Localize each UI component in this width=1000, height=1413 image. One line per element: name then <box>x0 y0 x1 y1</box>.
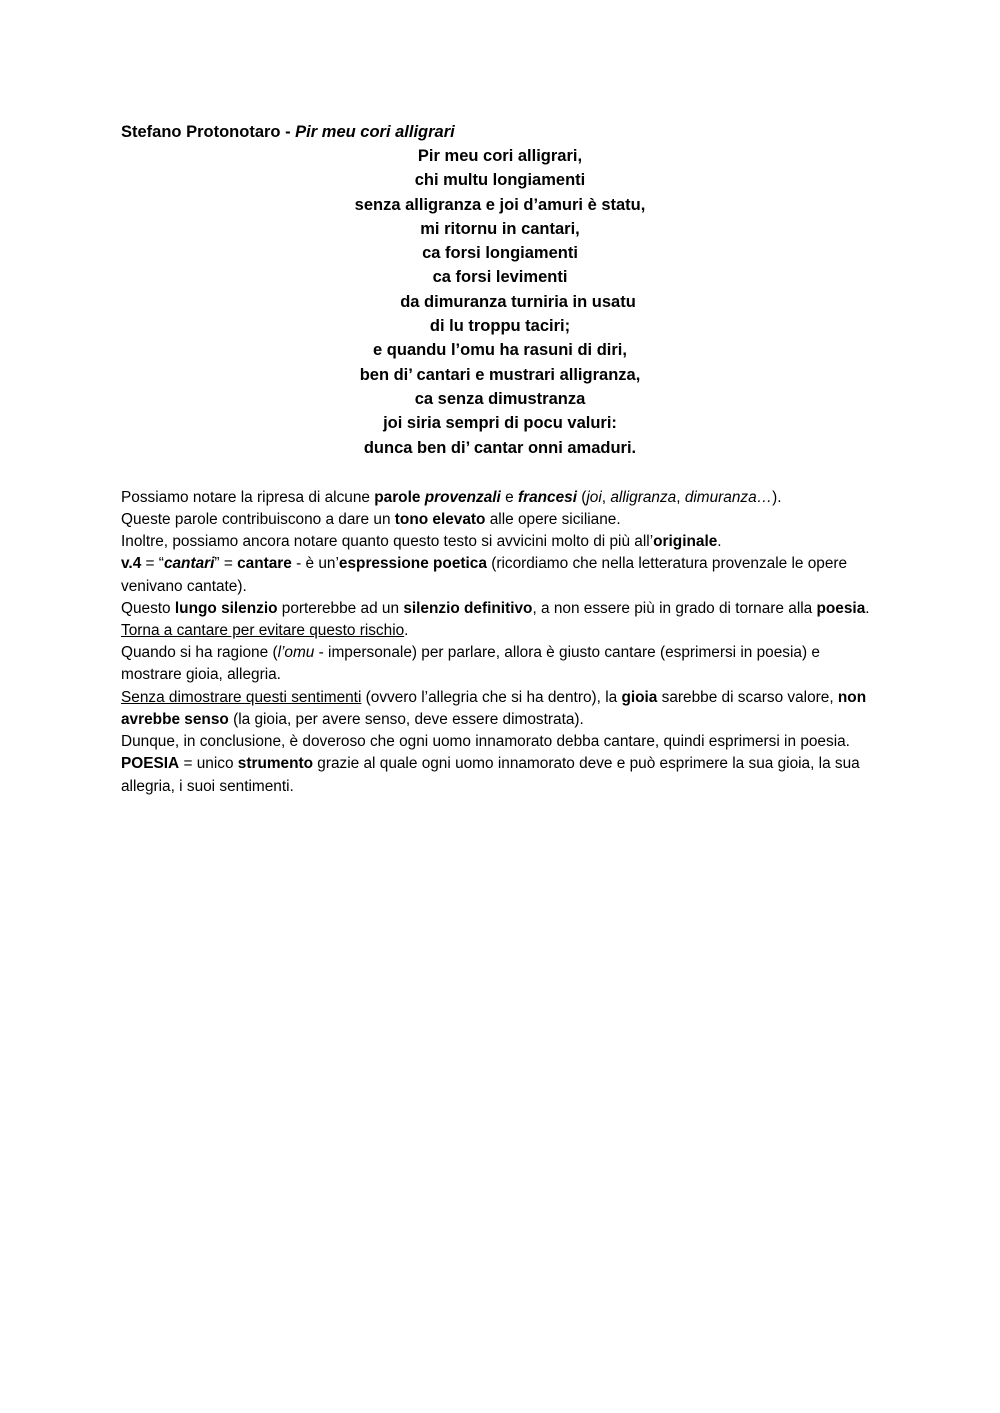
text: (ricordiamo che nella letteratura provenzale le opere venivano cantate). <box>121 555 848 595</box>
poem <box>121 144 881 460</box>
poem-verse: e quandu l’omu ha rasuni di diri, <box>373 341 627 360</box>
poem-verse: ca forsi longiamenti <box>422 244 578 263</box>
document-title <box>121 120 881 144</box>
text: . <box>717 533 722 551</box>
text: , <box>601 488 611 506</box>
text: ” = <box>214 555 238 573</box>
text: sarebbe di scarso valore, <box>657 688 838 706</box>
commentary <box>121 487 881 798</box>
text: = “ <box>141 555 164 573</box>
bold-text: espressione poetica <box>338 555 487 573</box>
document-page <box>121 120 881 798</box>
bold-italic-text: provenzali <box>424 488 501 506</box>
text: - impersonale) per parlare, allora è giusto cantare (esprimersi in poesia) e mostrare gioia, allegria. <box>121 644 820 684</box>
poem-verse: ca forsi levimenti <box>432 268 568 287</box>
poem-verse: ben di’ cantari e mustrari alligranza, <box>359 365 641 384</box>
paragraph-sentimenti <box>121 687 881 731</box>
poem-verse: dunca ben di’ cantar onni amaduri. <box>363 438 637 457</box>
paragraph-poesia <box>121 753 881 797</box>
bold-text: POESIA <box>121 755 180 773</box>
poem-verse: chi multu longiamenti <box>414 171 586 190</box>
text: - è un’ <box>291 555 339 573</box>
paragraph-conclusione <box>121 731 881 753</box>
bold-text: v.4 <box>121 555 142 573</box>
poem-verse: Pir meu cori alligrari, <box>417 147 583 165</box>
paragraph-silenzio <box>121 598 881 642</box>
text: Dunque, in conclusione, è doveroso che ogni uomo innamorato debba cantare, quindi esprimersi in poesia. <box>121 733 850 751</box>
paragraph-tono-elevato <box>121 509 881 531</box>
underlined-text: Torna a cantare per evitare questo rischio <box>121 622 405 640</box>
title-author: Stefano Protonotaro - <box>121 123 296 141</box>
italic-text: l’omu <box>277 644 315 662</box>
text: Quando si ha ragione ( <box>121 644 278 662</box>
poem-verse: senza alligranza e joi d’amuri è statu, <box>354 195 646 214</box>
bold-text: originale <box>653 533 718 551</box>
text: (la gioia, per avere senso, deve essere dimostrata). <box>228 710 584 728</box>
text: . <box>404 622 409 640</box>
underlined-text: Senza dimostrare questi sentimenti <box>121 688 362 706</box>
bold-text: tono elevato <box>394 511 486 529</box>
text: , a non essere più in grado di tornare alla <box>532 599 817 617</box>
text: = unico <box>179 755 238 773</box>
title-work: Pir meu cori alligrari <box>295 123 455 141</box>
bold-italic-text: francesi <box>517 488 577 506</box>
poem-verse: joi siria sempri di pocu valuri: <box>383 414 617 433</box>
bold-text: silenzio definitivo <box>403 599 533 617</box>
bold-italic-text: cantari <box>163 555 215 573</box>
text: grazie al quale ogni uomo innamorato deve e può esprimere la sua gioia, la sua allegria, i suoi sentimenti. <box>121 755 860 795</box>
paragraph-provenzali <box>121 487 881 509</box>
text: e <box>500 488 518 506</box>
bold-text: cantare <box>237 555 292 573</box>
text: porterebbe ad un <box>277 599 404 617</box>
text: alle opere siciliane. <box>485 511 621 529</box>
paragraph-originale <box>121 531 881 553</box>
poem-verse: da dimuranza turniria in usatu <box>400 292 636 311</box>
text: (ovvero l’allegria che si ha dentro), la <box>361 688 622 706</box>
text: Questo <box>121 599 175 617</box>
bold-text: strumento <box>237 755 314 773</box>
bold-text: lungo silenzio <box>174 599 278 617</box>
bold-text: parole <box>374 488 425 506</box>
text: Inoltre, possiamo ancora notare quanto questo testo si avvicini molto di più all’ <box>121 533 654 551</box>
bold-text: non avrebbe senso <box>121 688 867 728</box>
italic-text: dimuranza… <box>684 488 773 506</box>
italic-text: joi <box>586 488 602 506</box>
poem-verse: ca senza dimustranza <box>414 389 586 408</box>
text: , <box>676 488 685 506</box>
poem-verse: di lu troppu taciri; <box>429 317 571 336</box>
text: Queste parole contribuiscono a dare un <box>121 511 395 529</box>
text: Possiamo notare la ripresa di alcune <box>121 488 375 506</box>
text: ( <box>576 488 587 506</box>
poem-verse: mi ritornu in cantari, <box>420 219 580 238</box>
bold-text: gioia <box>621 688 658 706</box>
bold-text: poesia <box>816 599 866 617</box>
paragraph-ragione <box>121 642 881 686</box>
italic-text: alligranza <box>610 488 677 506</box>
paragraph-v4 <box>121 553 881 597</box>
text: ). <box>772 488 782 506</box>
text: . <box>865 599 870 617</box>
